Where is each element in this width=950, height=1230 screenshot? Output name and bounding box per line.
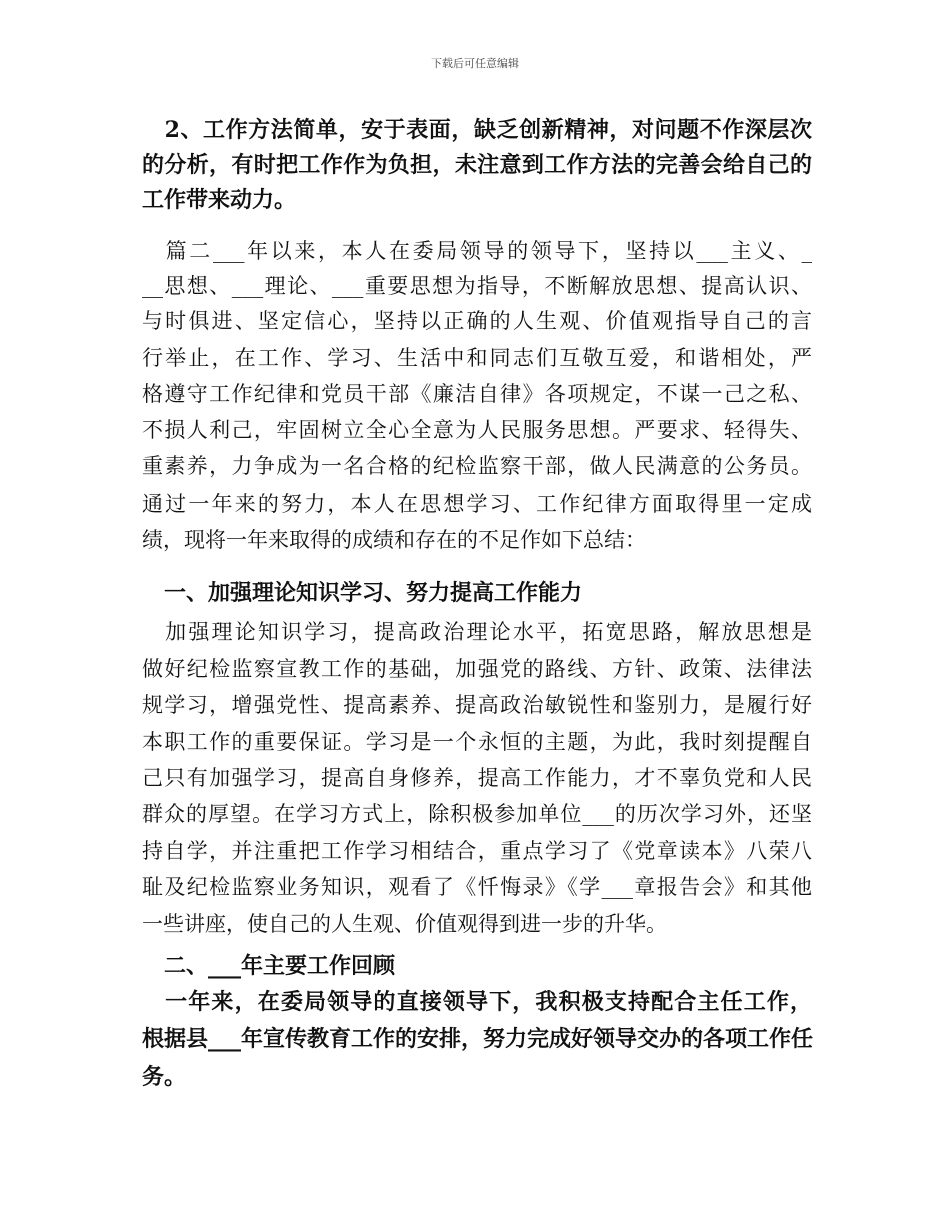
page-header: 下载后可任意编辑 [431,57,519,70]
text-line: 群众的厚望。在学习方式上，除积极参加单位___的历次学习外，还坚 [142,802,812,826]
text-line: 通过一年来的努力，本人在思想学习、工作纪律方面取得里一定成 [142,492,812,516]
text-line: 规学习，增强党性、提高素养、提高政治敏锐性和鉴别力，是履行好 [142,693,812,717]
text-line: 与时俱进、坚定信心，坚持以正确的人生观、价值观指导自己的言 [142,309,812,333]
text-line: 不损人利己，牢固树立全心全意为人民服务思想。严要求、轻得失、 [142,418,812,442]
text-line: 篇二___年以来，本人在委局领导的领导下，坚持以___主义、_ [142,239,812,263]
text-line: 加强理论知识学习，提高政治理论水平，拓宽思路，解放思想是 [142,620,812,644]
section-heading-2: 二、___年主要工作回顾 [142,953,396,979]
text-line: 格遵守工作纪律和党员干部《廉洁自律》各项规定，不谋一己之私、 [142,382,812,406]
text-line: 绩，现将一年来取得的成绩和存在的不足作如下总结： [142,528,646,552]
text-line: 耻及纪检监察业务知识，观看了《忏悔录》《学___章报告会》和其他 [142,875,812,899]
text-line: 根据县___年宣传教育工作的安排，努力完成好领导交办的各项工作任 [142,1026,814,1052]
text-line: 持自学，并注重把工作学习相结合，重点学习了《党章读本》八荣八 [142,839,812,863]
text-line: 一年来，在委局领导的直接领导下，我积极支持配合主任工作， [142,989,812,1015]
text-line: 工作带来动力。 [142,187,297,213]
text-line: 行举止，在工作、学习、生活中和同志们互敬互爱，和谐相处，严 [142,346,812,370]
text-line: 本职工作的重要保证。学习是一个永恒的主题，为此，我时刻提醒自 [142,730,812,754]
text-line: 2、工作方法简单，安于表面，缺乏创新精神，对问题不作深层次 [142,117,812,143]
text-line: 一些讲座，使自己的人生观、价值观得到进一步的升华。 [142,912,667,936]
text-line: __思想、___理论、___重要思想为指导，不断解放思想、提高认识、 [142,274,812,298]
text-line: 务。 [142,1064,187,1090]
section-heading-1: 一、加强理论知识学习、努力提高工作能力 [142,580,583,606]
text-line: 的分析，有时把工作作为负担，未注意到工作方法的完善会给自己的 [142,152,812,178]
text-line: 重素养，力争成为一名合格的纪检监察干部，做人民满意的公务员。 [142,454,812,478]
text-line: 己只有加强学习，提高自身修养，提高工作能力，才不辜负党和人民 [142,766,812,790]
text-line: 做好纪检监察宣教工作的基础，加强党的路线、方针、政策、法律法 [142,657,812,681]
